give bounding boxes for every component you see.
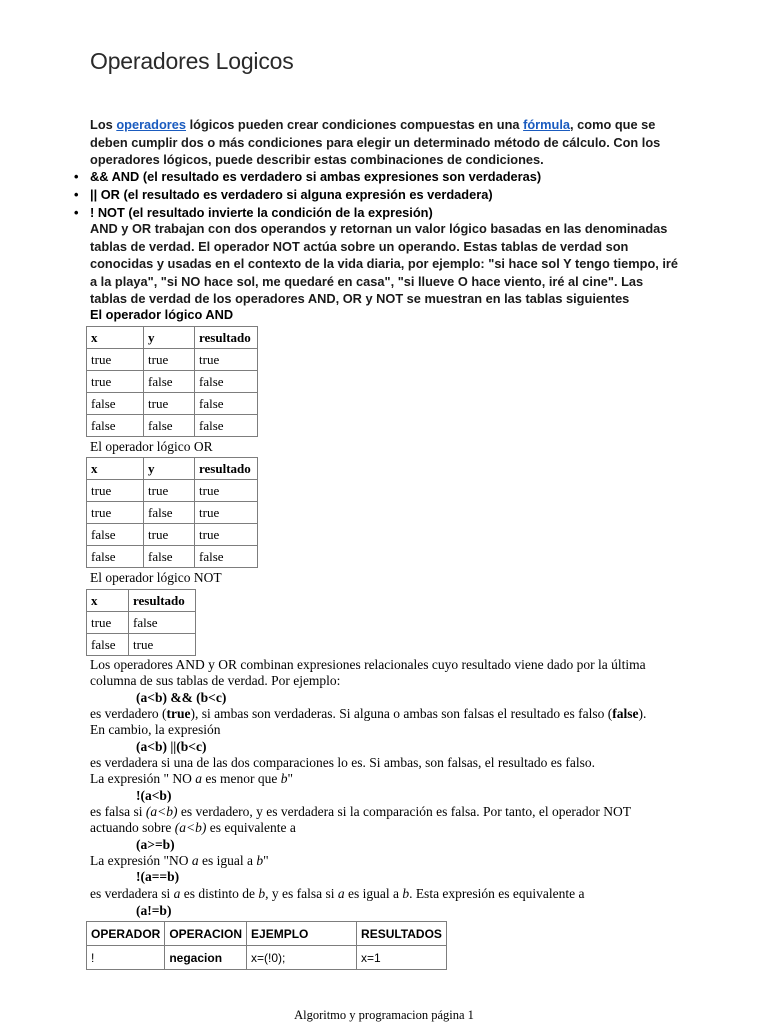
header-x: x [87, 327, 144, 349]
explanation-line-10 [90, 886, 585, 902]
text: , y es falsa si [265, 886, 338, 901]
cell: true [87, 480, 144, 502]
cell: false [144, 502, 195, 524]
cell: true [195, 524, 258, 546]
explanation-line-3 [90, 706, 646, 722]
cell: false [195, 393, 258, 415]
text: La expresión " NO [90, 771, 196, 786]
cell: true [129, 634, 196, 656]
cell: true [144, 393, 195, 415]
text: actuando sobre [90, 820, 175, 835]
expression-not-less: !(a<b) [136, 788, 172, 803]
and-truth-table [86, 326, 258, 437]
text: es verdadero, y es verdadera si la comparación es falsa. Por tanto, el operador NOT [177, 804, 632, 819]
header-operador: OPERADOR [87, 922, 165, 946]
intro-text-pre: Los [90, 117, 117, 132]
cell: false [195, 546, 258, 568]
expression-or: (a<b) ||(b<c) [136, 739, 207, 754]
table-header-row [87, 327, 258, 349]
not-truth-table [86, 589, 196, 656]
text: ). [638, 706, 647, 721]
text: es menor que [201, 771, 281, 786]
table-row [87, 480, 258, 502]
cell: true [144, 524, 195, 546]
text: " [287, 771, 293, 786]
var-a: a [195, 771, 202, 786]
text: . Esta expresión es equivalente a [409, 886, 585, 901]
cell: true [87, 612, 129, 634]
cell: false [144, 371, 195, 393]
cell: x=(!0); [247, 946, 357, 970]
cell: false [144, 546, 195, 568]
header-resultados: RESULTADOS [357, 922, 447, 946]
cell: false [87, 546, 144, 568]
cell: false [87, 524, 144, 546]
cell: false [129, 612, 196, 634]
header-resultado: resultado [195, 327, 258, 349]
cell: false [87, 393, 144, 415]
intro-paragraph [90, 116, 680, 169]
text: es distinto de [180, 886, 259, 901]
expression-greater-equal: (a>=b) [136, 837, 175, 852]
cell: true [195, 349, 258, 371]
header-x: x [87, 458, 144, 480]
page-title: Operadores Logicos [90, 48, 294, 74]
operadores-link[interactable]: operadores [116, 117, 187, 132]
cell: false [195, 371, 258, 393]
cell: negacion [165, 946, 247, 970]
cell: true [195, 480, 258, 502]
or-table-caption: El operador lógico OR [90, 439, 213, 454]
table-row [87, 524, 258, 546]
cell: true [144, 480, 195, 502]
explanation-line-7 [90, 804, 631, 820]
text: es verdadero ( [90, 706, 167, 721]
expression-not-equal-negated: !(a==b) [136, 869, 180, 884]
bullet-and: • && AND (el resultado es verdadero si ambas expresiones son verdaderas) [90, 168, 541, 186]
explanation-line-5: es verdadera si una de las dos comparaciones lo es. Si ambas, son falsas, el resultado es falso. [90, 755, 595, 770]
cell: ! [87, 946, 165, 970]
true-keyword: true [166, 706, 191, 721]
intro-text-mid: lógicos pueden crear condiciones compuestas en una [186, 117, 524, 132]
cell: true [87, 349, 144, 371]
cell: x=1 [357, 946, 447, 970]
header-ejemplo: EJEMPLO [247, 922, 357, 946]
table-row [87, 612, 196, 634]
operator-bullet-list [90, 168, 541, 222]
expression-not-equal: (a!=b) [136, 903, 172, 918]
header-operacion: OPERACION [165, 922, 247, 946]
text: es equivalente a [206, 820, 296, 835]
table-row [87, 546, 258, 568]
inline-expression: (a<b) [145, 804, 178, 819]
cell: false [87, 634, 129, 656]
var-a: a [191, 853, 199, 868]
cell: true [87, 371, 144, 393]
table-header-row [87, 458, 258, 480]
truth-tables-intro: AND y OR trabajan con dos operandos y retornan un valor lógico basadas en las denominadas tablas de verdad. El operador NOT actúa sobre un operando. Estas tablas de verdad son conocidas y usadas en el contexto de la vida diaria, por ejemplo: "si hace sol Y tengo tiempo, iré a la playa", "si NO hace sol, me quedaré en casa", "si llueve O hace viento, iré al cine". Las tablas de verdad de los operadores AND, OR y NOT se muestran en las tablas siguientes [90, 221, 679, 306]
table-row [87, 415, 258, 437]
text: es verdadera si [90, 886, 174, 901]
var-a: a [173, 886, 181, 901]
text: ), si ambas son verdaderas. Si alguna o ambas son falsas el resultado es falso ( [190, 706, 613, 721]
cell: false [87, 415, 144, 437]
cell: false [195, 415, 258, 437]
table-row [87, 349, 258, 371]
formula-link[interactable]: fórmula [523, 117, 571, 132]
explanation-line-6 [90, 771, 293, 787]
false-keyword: false [612, 706, 639, 721]
explanation-line-2: columna de sus tablas de verdad. Por ejemplo: [90, 673, 341, 688]
inline-expression: (a<b) [174, 820, 207, 835]
table-row [87, 371, 258, 393]
table-row [87, 634, 196, 656]
table-row [87, 393, 258, 415]
header-x: x [87, 590, 129, 612]
intro-text-post: , como que se deben cumplir dos o más condiciones para elegir un determinado método de cálculo. Con los operadores lógicos, puede describir estas combinaciones de condiciones. [90, 117, 661, 167]
not-table-caption: El operador lógico NOT [90, 570, 222, 585]
page-footer: Algoritmo y programacion página 1 [294, 1008, 474, 1022]
cell: true [144, 349, 195, 371]
header-resultado: resultado [129, 590, 196, 612]
expression-and: (a<b) && (b<c) [136, 690, 227, 705]
explanation-line-8 [90, 820, 296, 836]
explanation-line-1: Los operadores AND y OR combinan expresiones relacionales cuyo resultado viene dado por la última [90, 657, 646, 672]
var-a: a [337, 886, 345, 901]
operators-table [86, 921, 447, 970]
table-header-row [87, 922, 447, 946]
var-b: b [256, 853, 264, 868]
and-table-caption: El operador lógico AND [90, 307, 234, 322]
or-truth-table [86, 457, 258, 568]
var-b: b [402, 886, 410, 901]
cell: true [195, 502, 258, 524]
text: es falsa si [90, 804, 146, 819]
var-b: b [258, 886, 266, 901]
cell: false [144, 415, 195, 437]
bullet-not: • ! NOT (el resultado invierte la condición de la expresión) [90, 204, 541, 222]
table-row [87, 946, 447, 970]
table-header-row [87, 590, 196, 612]
explanation-line-4: En cambio, la expresión [90, 722, 221, 737]
header-resultado: resultado [195, 458, 258, 480]
var-b: b [280, 771, 288, 786]
header-y: y [144, 458, 195, 480]
explanation-line-9 [90, 853, 269, 869]
cell: true [87, 502, 144, 524]
text: es igual a [198, 853, 257, 868]
bullet-or: • || OR (el resultado es verdadero si alguna expresión es verdadera) [90, 186, 541, 204]
text: " [263, 853, 269, 868]
header-y: y [144, 327, 195, 349]
text: La expresión "NO [90, 853, 192, 868]
text: es igual a [344, 886, 403, 901]
table-row [87, 502, 258, 524]
